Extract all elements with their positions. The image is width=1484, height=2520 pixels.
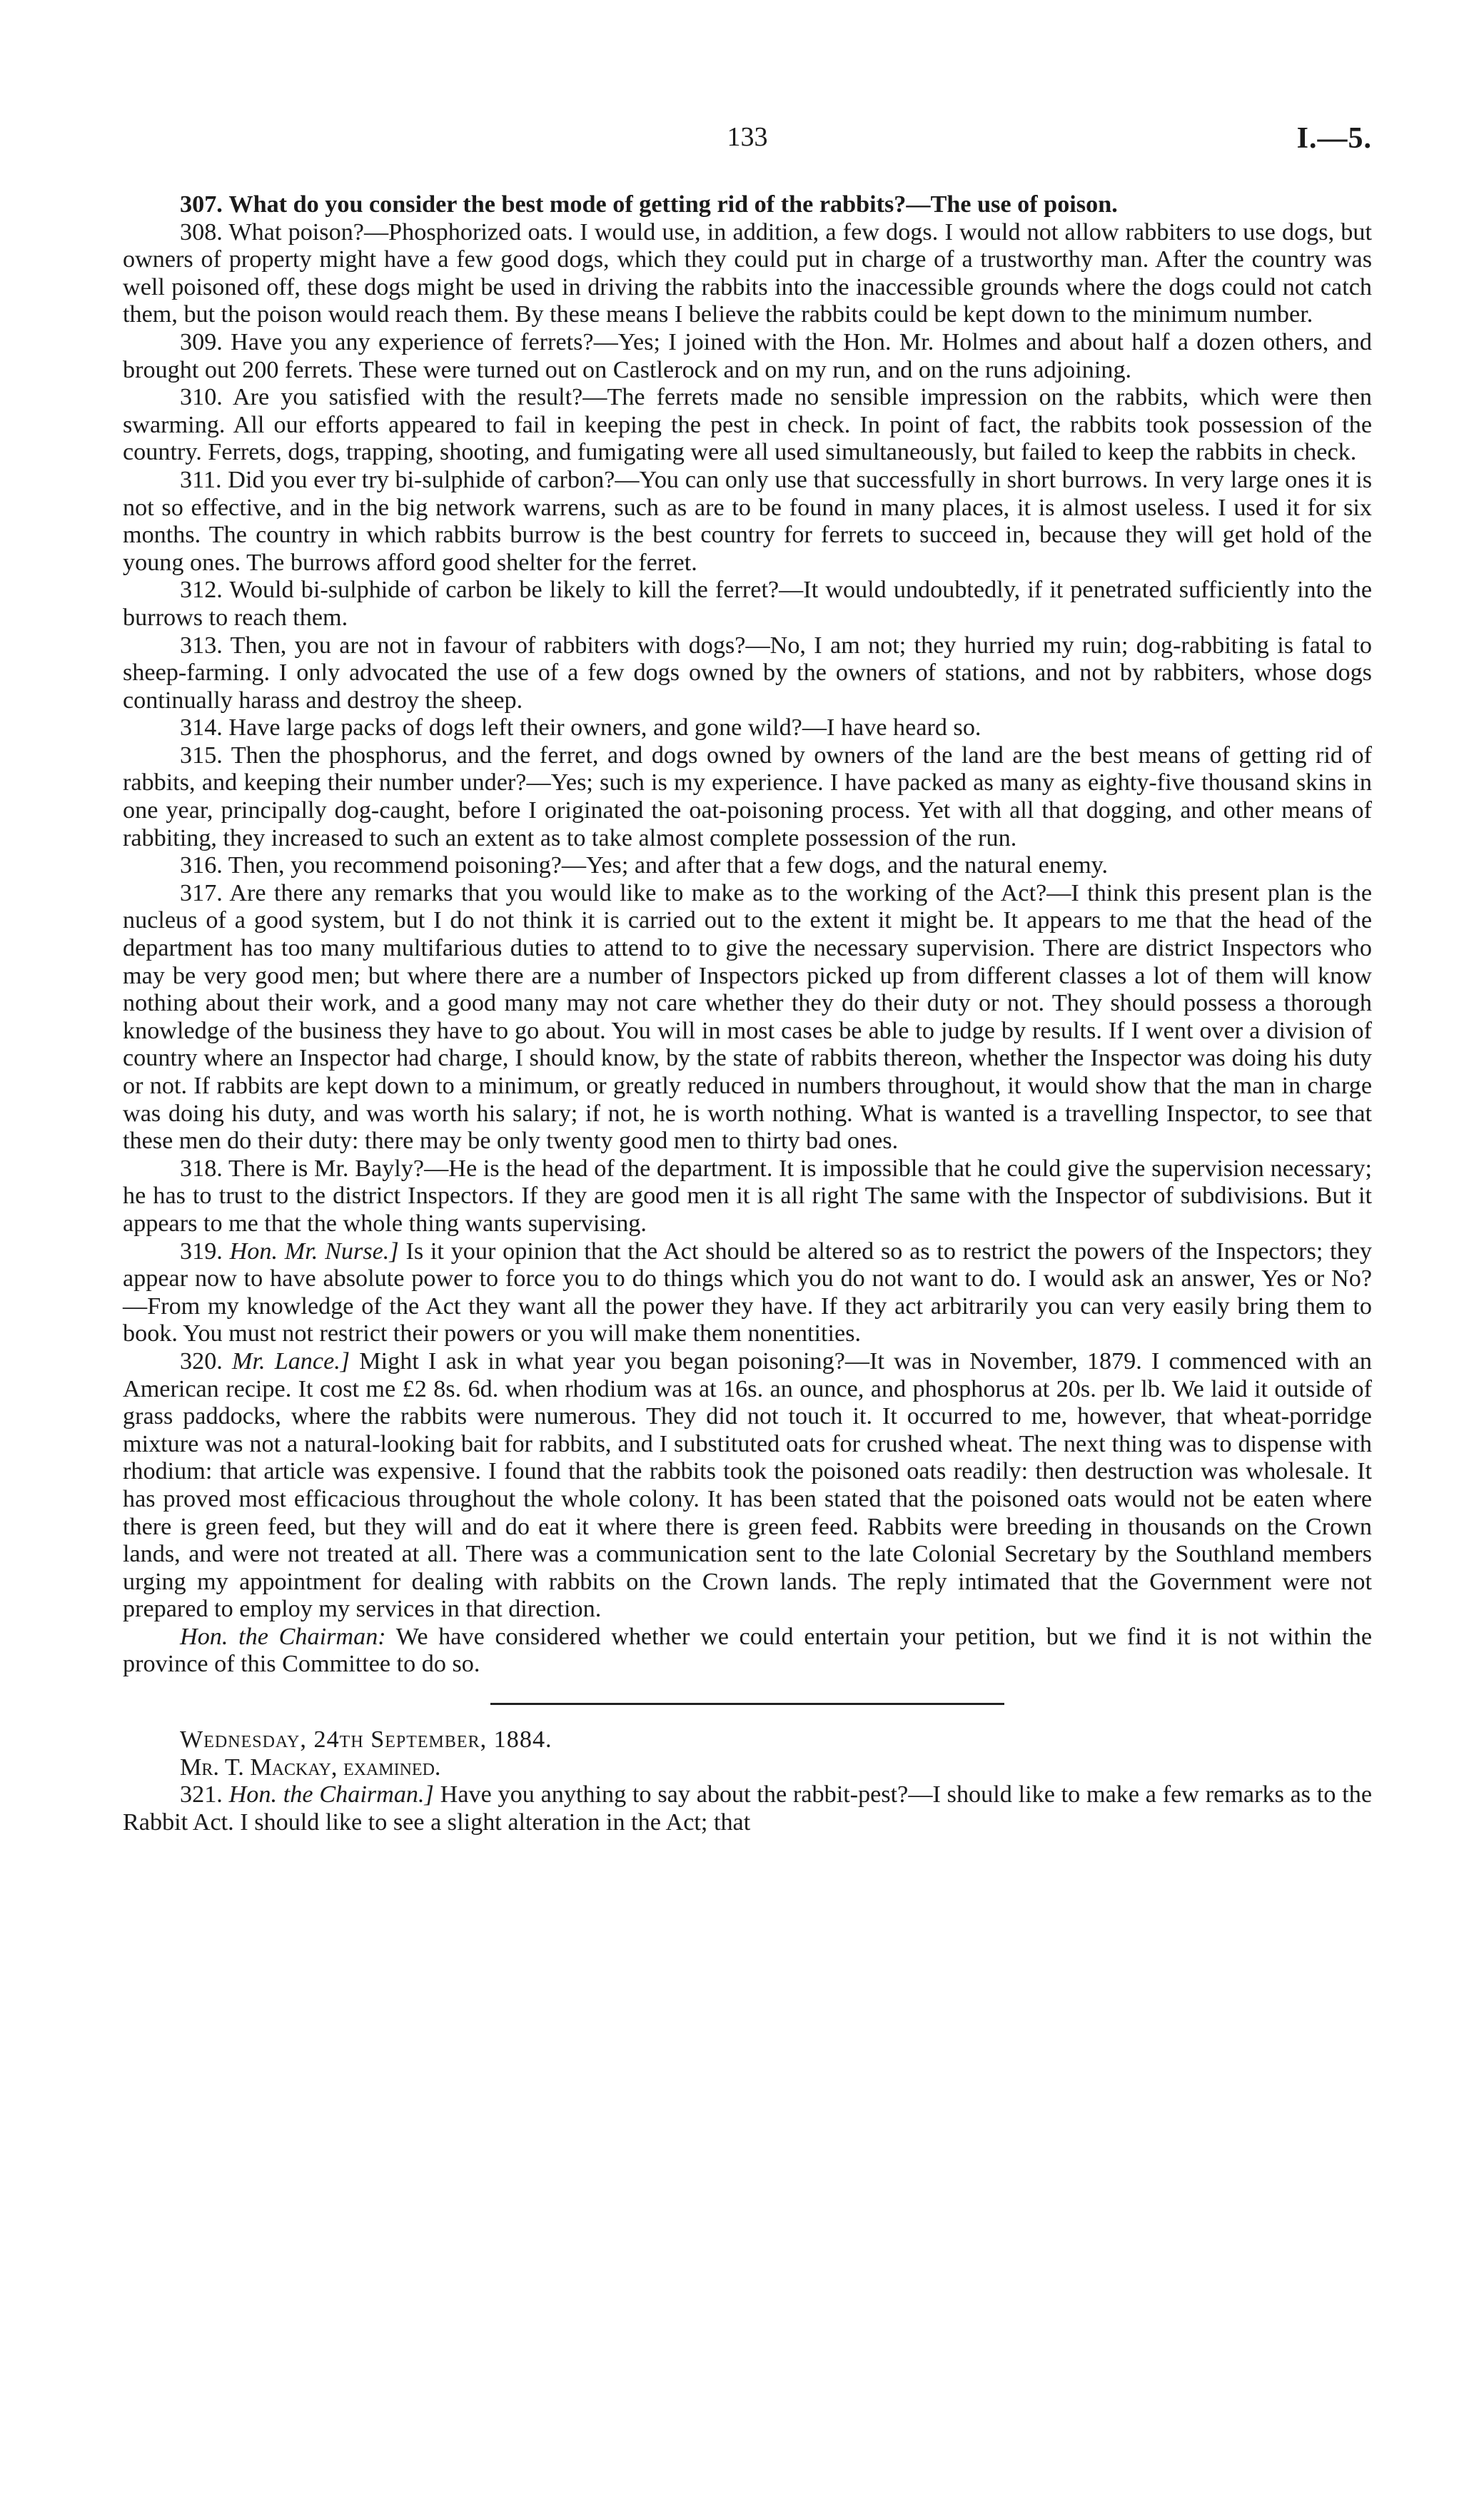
testimony-paragraph [123, 384, 1372, 467]
speaker: Hon. the Chairman.] [228, 1781, 434, 1808]
question-number: 314. [180, 714, 223, 742]
speaker: Mr. Lance.] [232, 1347, 350, 1375]
question-number: 309. [180, 328, 223, 355]
question-number: 317. [180, 879, 223, 906]
witness-line: Mr. T. Mackay, examined. [180, 1754, 441, 1781]
testimony-paragraph [123, 467, 1372, 577]
testimony-body [123, 191, 1372, 1836]
testimony-paragraph [123, 632, 1372, 715]
question-number: 318. [180, 1155, 223, 1182]
paragraph-text: What do you consider the best mode of getting rid of the rabbits?—The use of poison. [228, 191, 1118, 218]
testimony-paragraph [123, 852, 1372, 880]
paragraph-text: Are there any remarks that you would like to make as to the working of the Act?—I think this present plan is the nucleus of a good system, but I do not think it is carried out to the extent it might be. It appears to me that the head of the department has too many multifarious duties to attend to to give the necessary supervision. There are district Inspectors who may be very good men; but where there are a number of Inspectors picked up from different classes a lot of them will know nothing about their work, and a good many may not care whether they do their duty or not. They should possess a thorough knowledge of the business they have to go about. You will in most cases be able to judge by results. If I went over a division of country where an Inspector had charge, I should know, by the state of rabbits thereon, whether the Inspector was doing his duty or not. If rabbits are kept down to a minimum, or greatly reduced in numbers throughout, it would show that the man in charge was doing his duty, and was worth his salary; if not, he is worth nothing. What is wanted is a travelling Inspector, to see that these men do their duty: there may be only twenty good men to thirty bad ones. [123, 879, 1372, 1155]
speaker: Hon. the Chairman: [180, 1623, 386, 1650]
session-date: Wednesday, 24th September, 1884. [180, 1726, 552, 1754]
question-number: 311. [180, 466, 222, 493]
paragraph-text: Have you any experience of ferrets?—Yes; I joined with the Hon. Mr. Holmes and about half a dozen others, and brought out 200 ferrets. These were turned out on Castlerock and on my run, and on the runs adjoining. [123, 328, 1373, 383]
testimony-paragraph [123, 1238, 1372, 1348]
question-number: 313. [180, 632, 223, 659]
paragraph-text: Have you anything to say about the rabbit-pest?—I should like to make a few remarks as to the Rabbit Act. I should like to see a slight alteration in the Act; that [123, 1781, 1373, 1836]
paragraph-text: Would bi-sulphide of carbon be likely to kill the ferret?—It would undoubtedly, if it penetrated sufficiently into the burrows to reach them. [123, 577, 1372, 631]
testimony-paragraph [123, 577, 1372, 632]
page-header [123, 121, 1372, 164]
paragraph-text: Then, you are not in favour of rabbiters with dogs?—No, I am not; they hurried my ruin; dog-rabbiting is fatal to sheep-farming. I only advocated the use of a few dogs owned by the owners of stations, and not by rabbiters, whose dogs continually harass and destroy the sheep. [123, 632, 1372, 714]
page-number: 133 [727, 122, 768, 152]
section-divider [490, 1703, 1004, 1705]
paragraph-text: Then, you recommend poisoning?—Yes; and after that a few dogs, and the natural enemy. [228, 852, 1109, 879]
testimony-paragraph [123, 219, 1372, 329]
paragraph-text: What poison?—Phosphorized oats. I would use, in addition, a few dogs. I would not allow rabbiters to use dogs, but owners of property might have a few good dogs, which they could put in charge of a trustworthy man. After the country was well poisoned off, these dogs might be used in driving the rabbits into the inaccessible grounds where the dogs could not catch them, but the poison would reach them. By these means I believe the rabbits could be kept down to the minimum number. [123, 218, 1372, 328]
paragraph-text: There is Mr. Bayly?—He is the head of the department. It is impossible that he could give the supervision necessary; he has to trust to the district Inspectors. If they are good men it is all right The same with the Inspector of subdivisions. But it appears to me that the whole thing wants supervising. [123, 1155, 1372, 1237]
question-number: 307. [180, 191, 223, 218]
question-number: 320. [180, 1347, 223, 1375]
testimony-paragraph [123, 329, 1372, 384]
testimony-paragraph [123, 1624, 1372, 1679]
question-number: 310. [180, 384, 223, 411]
paragraph-text: We have considered whether we could entertain your petition, but we find it is not within the province of this Committee to do so. [123, 1623, 1372, 1678]
testimony-paragraph [123, 880, 1372, 1155]
paragraph-text: Might I ask in what year you began poisoning?—It was in November, 1879. I commenced with an American recipe. It cost me £2 8s. 6d. when rhodium was at 16s. an ounce, and phosphorus at 20s. per lb. We laid it outside of grass paddocks, where the rabbits were numerous. They did not touch it. It occurred to me, however, that wheat-porridge mixture was not a natural-looking bait for rabbits, and I substituted oats for crushed wheat. The next thing was to dispense with rhodium: that article was expensive. I found that the rabbits took the poisoned oats readily: then destruction was wholesale. It has proved most efficacious throughout the whole colony. It has been stated that the poisoned oats would not be eaten where there is green feed, but they will and do eat it where there is green feed. Rabbits were breeding in thousands on the Crown lands, and were not treated at all. There was a communication sent to the late Colonial Secretary by the Southland members urging my appointment for dealing with rabbits on the Crown lands. The reply intimated that the Government were not prepared to employ my services in that direction. [123, 1347, 1373, 1623]
paragraph-text: Have large packs of dogs left their owners, and gone wild?—I have heard so. [228, 714, 981, 742]
question-number: 319. [180, 1238, 223, 1265]
testimony-paragraph [123, 1348, 1372, 1624]
testimony-paragraph [123, 191, 1372, 219]
question-number: 312. [180, 577, 223, 604]
question-number: 308. [180, 218, 223, 246]
final-paragraph [123, 1781, 1372, 1836]
paragraph-text: Did you ever try bi-sulphide of carbon?—You can only use that successfully in short burrows. In very large ones it is not so effective, and in the big network warrens, such as are to be found in many places, it is almost useless. I used it for six months. The country in which rabbits burrow is the best country for ferrets to succeed in, because they will get hold of the young ones. The burrows afford good shelter for the ferret. [123, 466, 1373, 576]
paragraph-text: Then the phosphorus, and the ferret, and dogs owned by owners of the land are the best means of getting rid of rabbits, and keeping their number under?—Yes; such is my experience. I have packed as many as eighty-five thousand skins in one year, principally dog-caught, before I originated the oat-poisoning process. Yet with all that dogging, and other means of rabbiting, they increased to such an extent as to take almost complete possession of the run. [123, 742, 1372, 851]
speaker: Hon. Mr. Nurse.] [229, 1238, 399, 1265]
paragraph-list [123, 191, 1372, 1679]
document-reference: I.—5. [1296, 122, 1372, 155]
question-number: 315. [180, 742, 223, 769]
paragraph-text: Is it your opinion that the Act should be altered so as to restrict the powers of the Inspectors; they appear now to have absolute power to force you to do things which you do not want to do. I would ask an answer, Yes or No?—From my knowledge of the Act they want all the power they have. If they act arbitrarily you can very easily bring them to book. You must not restrict their powers or you will make them nonentities. [123, 1238, 1372, 1347]
question-number: 316. [180, 852, 223, 879]
testimony-paragraph [123, 1155, 1372, 1238]
paragraph-text: Are you satisfied with the result?—The ferrets made no sensible impression on the rabbits, which were then swarming. All our efforts appeared to fail in keeping the pest in check. In point of fact, the rabbits took possession of the country. Ferrets, dogs, trapping, shooting, and fumigating were all used simultaneously, but failed to keep the rabbits in check. [123, 384, 1372, 466]
testimony-paragraph [123, 742, 1372, 852]
testimony-paragraph [123, 714, 1372, 742]
question-number: 321. [180, 1781, 223, 1808]
